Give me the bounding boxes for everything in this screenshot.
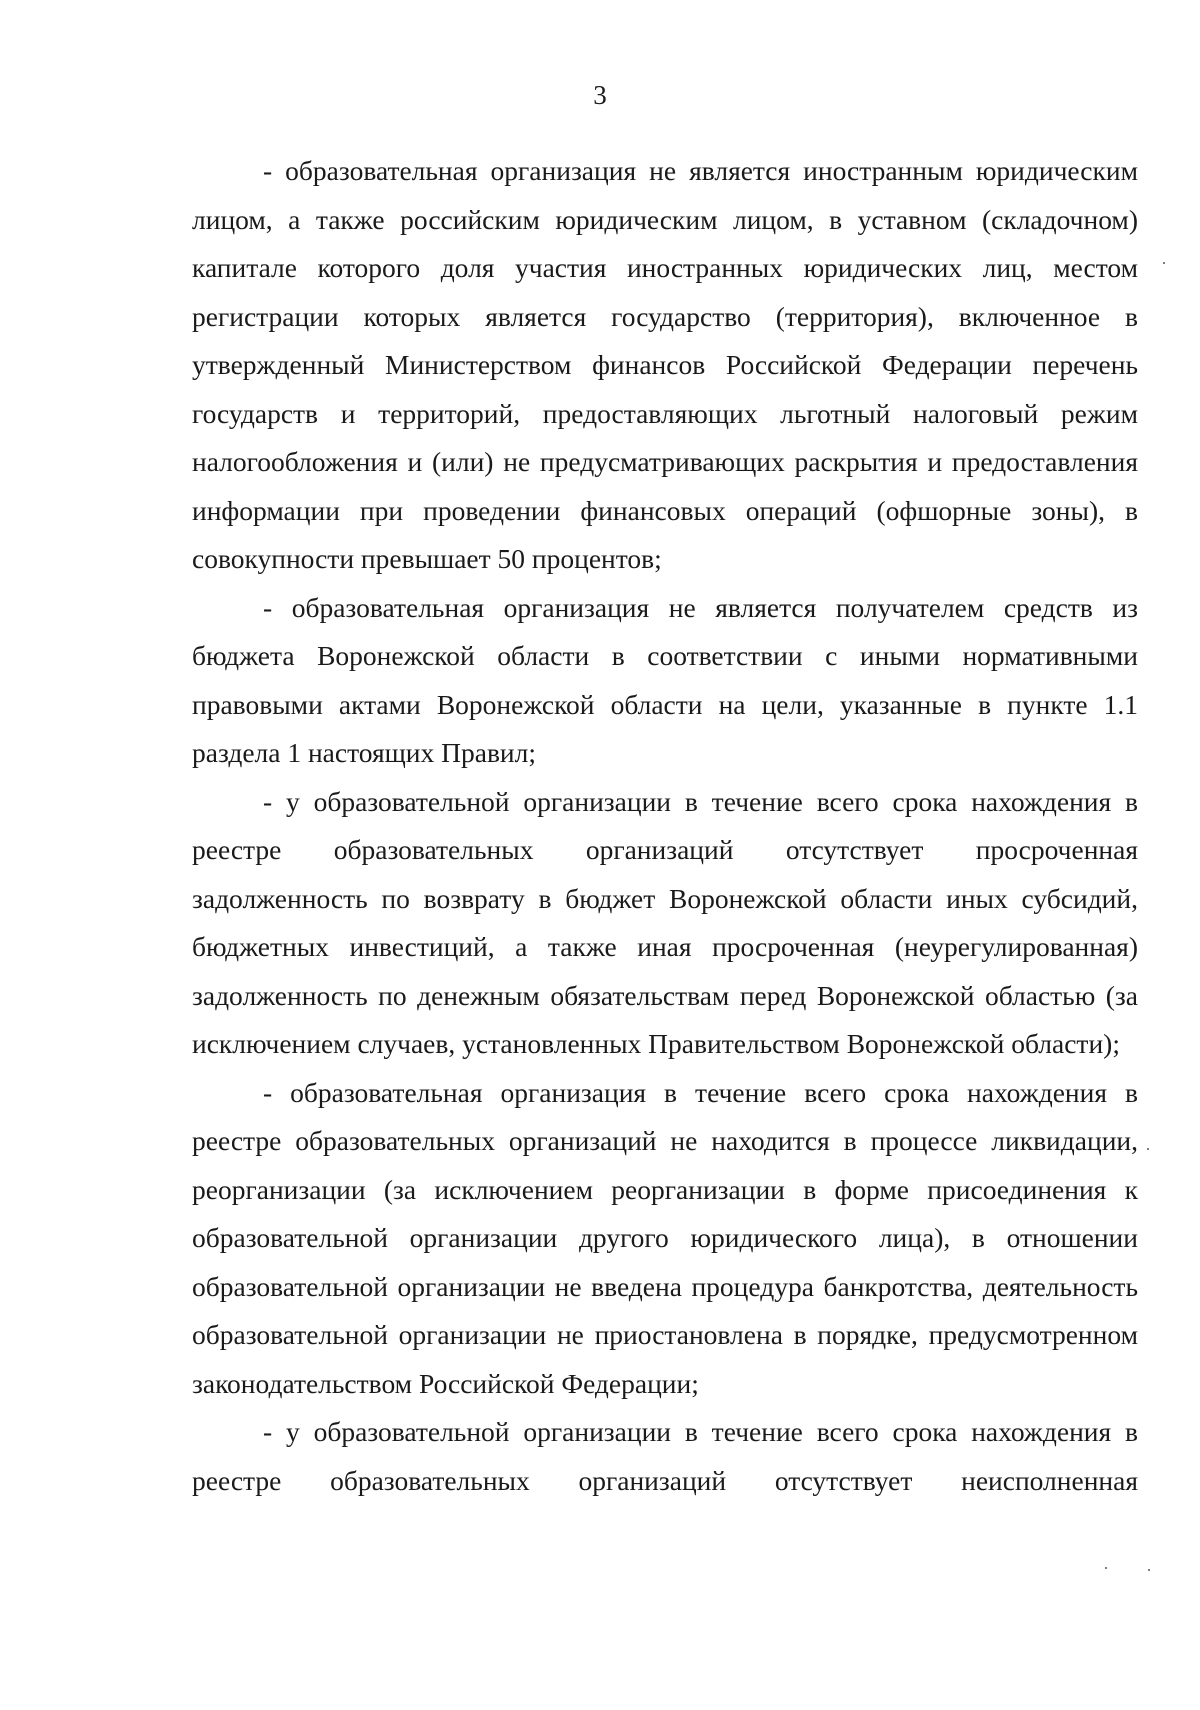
scan-speck: [1105, 1567, 1107, 1569]
scan-speck: [1147, 1148, 1149, 1150]
paragraph-liquidation: - образовательная организация в течение всего срока нахождения в реестре образовательных организаций не находится в процессе ликвидации, реорганизации (за исключением реорганизации в форме присоединения к образовательной организации другого юридического лица), в отношении образовательной организации не введена процедура банкротства, деятельность образовательной организации не приостановлена в порядке, предусмотренном законодательством Российской Федерации;: [192, 1076, 1138, 1399]
paragraph-budget-recipient: - образовательная организация не является получателем средств из бюджета Воронежской области в соответствии с иными нормативными правовыми актами Воронежской области на цели, указанные в пункте 1.1 раздела 1 настоящих Правил;: [192, 591, 1138, 768]
paragraph-overdue-debt: - у образовательной организации в течение всего срока нахождения в реестре образовательных организаций отсутствует просроченная задолженность по возврату в бюджет Воронежской области иных субсидий, бюджетных инвестиций, а также иная просроченная (неурегулированная) задолженность по денежным обязательствам перед Воронежской областью (за исключением случаев, установленных Правительством Воронежской области);: [192, 785, 1138, 1059]
scan-speck: [1148, 1569, 1150, 1571]
page-number: 3: [593, 80, 607, 110]
paragraph-unfulfilled: - у образовательной организации в течение всего срока нахождения в реестре образовательных организаций отсутствует неисполненная: [192, 1416, 1138, 1496]
paragraph-offshore-criteria: - образовательная организация не является иностранным юридическим лицом, а также российским юридическим лицом, в уставном (складочном) капитале которого доля участия иностранных юридических лиц, местом регистрации которых является государство (территория), включенное в утвержденный Министерством финансов Российской Федерации перечень государств и территорий, предоставляющих льготный налоговый режим налогообложения и (или) не предусматривающих раскрытия и предоставления информации при проведении финансовых операций (офшорные зоны), в совокупности превышает 50 процентов;: [192, 155, 1138, 574]
body-text: [192, 147, 1138, 1505]
scan-speck: [1163, 262, 1165, 264]
